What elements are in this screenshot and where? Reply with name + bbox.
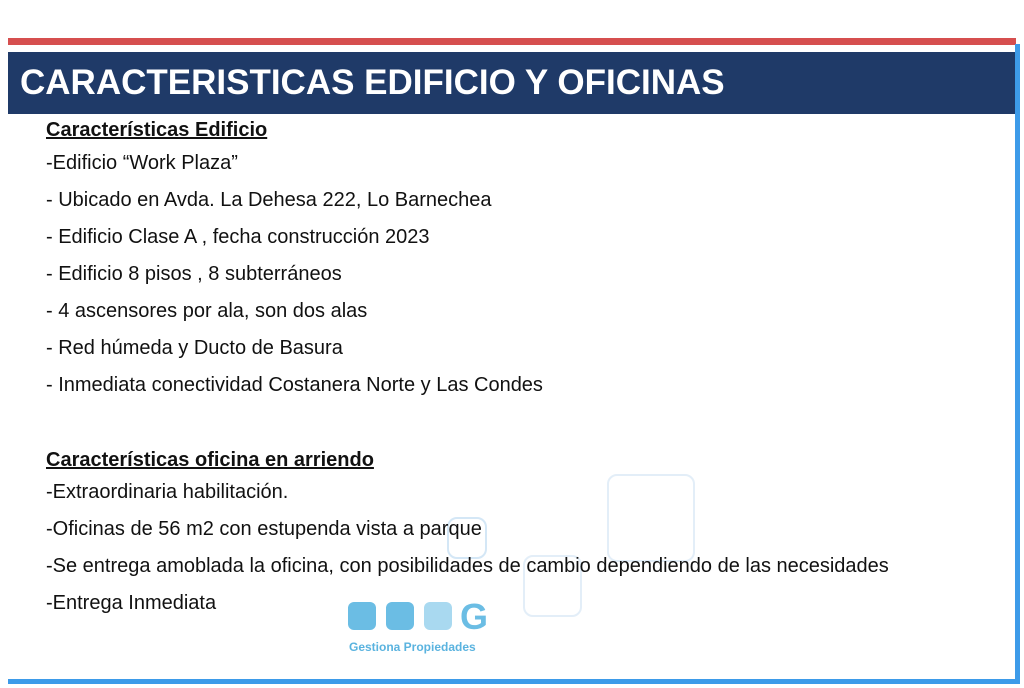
accent-stripe [8, 38, 1016, 45]
list-item: -Extraordinaria habilitación. [46, 481, 289, 503]
company-logo [348, 596, 498, 658]
logo-square-icon [386, 602, 414, 630]
page-title: CARACTERISTICAS EDIFICIO Y OFICINAS [20, 63, 725, 102]
frame-bottom-border [8, 679, 1020, 684]
list-item: - Edificio Clase A , fecha construcción 2023 [46, 226, 430, 248]
building-section-heading: Características Edificio [46, 119, 268, 141]
list-item: -Se entrega amoblada la oficina, con posibilidades de cambio dependiendo de las necesidades [46, 555, 889, 577]
list-item: - Inmediata conectividad Costanera Norte y Las Condes [46, 374, 543, 396]
logo-square-icon [348, 602, 376, 630]
list-item: -Edificio “Work Plaza” [46, 152, 238, 174]
list-item: -Entrega Inmediata [46, 592, 217, 614]
list-item: -Oficinas de 56 m2 con estupenda vista a parque [46, 518, 482, 540]
logo-letter: G [460, 596, 489, 637]
office-section-heading: Características oficina en arriendo [46, 449, 374, 471]
list-item: - Edificio 8 pisos , 8 subterráneos [46, 263, 342, 285]
list-item: - Red húmeda y Ducto de Basura [46, 337, 343, 359]
list-item: - 4 ascensores por ala, son dos alas [46, 300, 368, 322]
content-body [46, 115, 1011, 622]
frame-right-border [1015, 44, 1020, 684]
list-item: - Ubicado en Avda. La Dehesa 222, Lo Barnechea [46, 189, 492, 211]
logo-name: Gestiona Propiedades [349, 640, 476, 654]
logo-square-icon [424, 602, 452, 630]
section-spacer [46, 404, 1011, 446]
